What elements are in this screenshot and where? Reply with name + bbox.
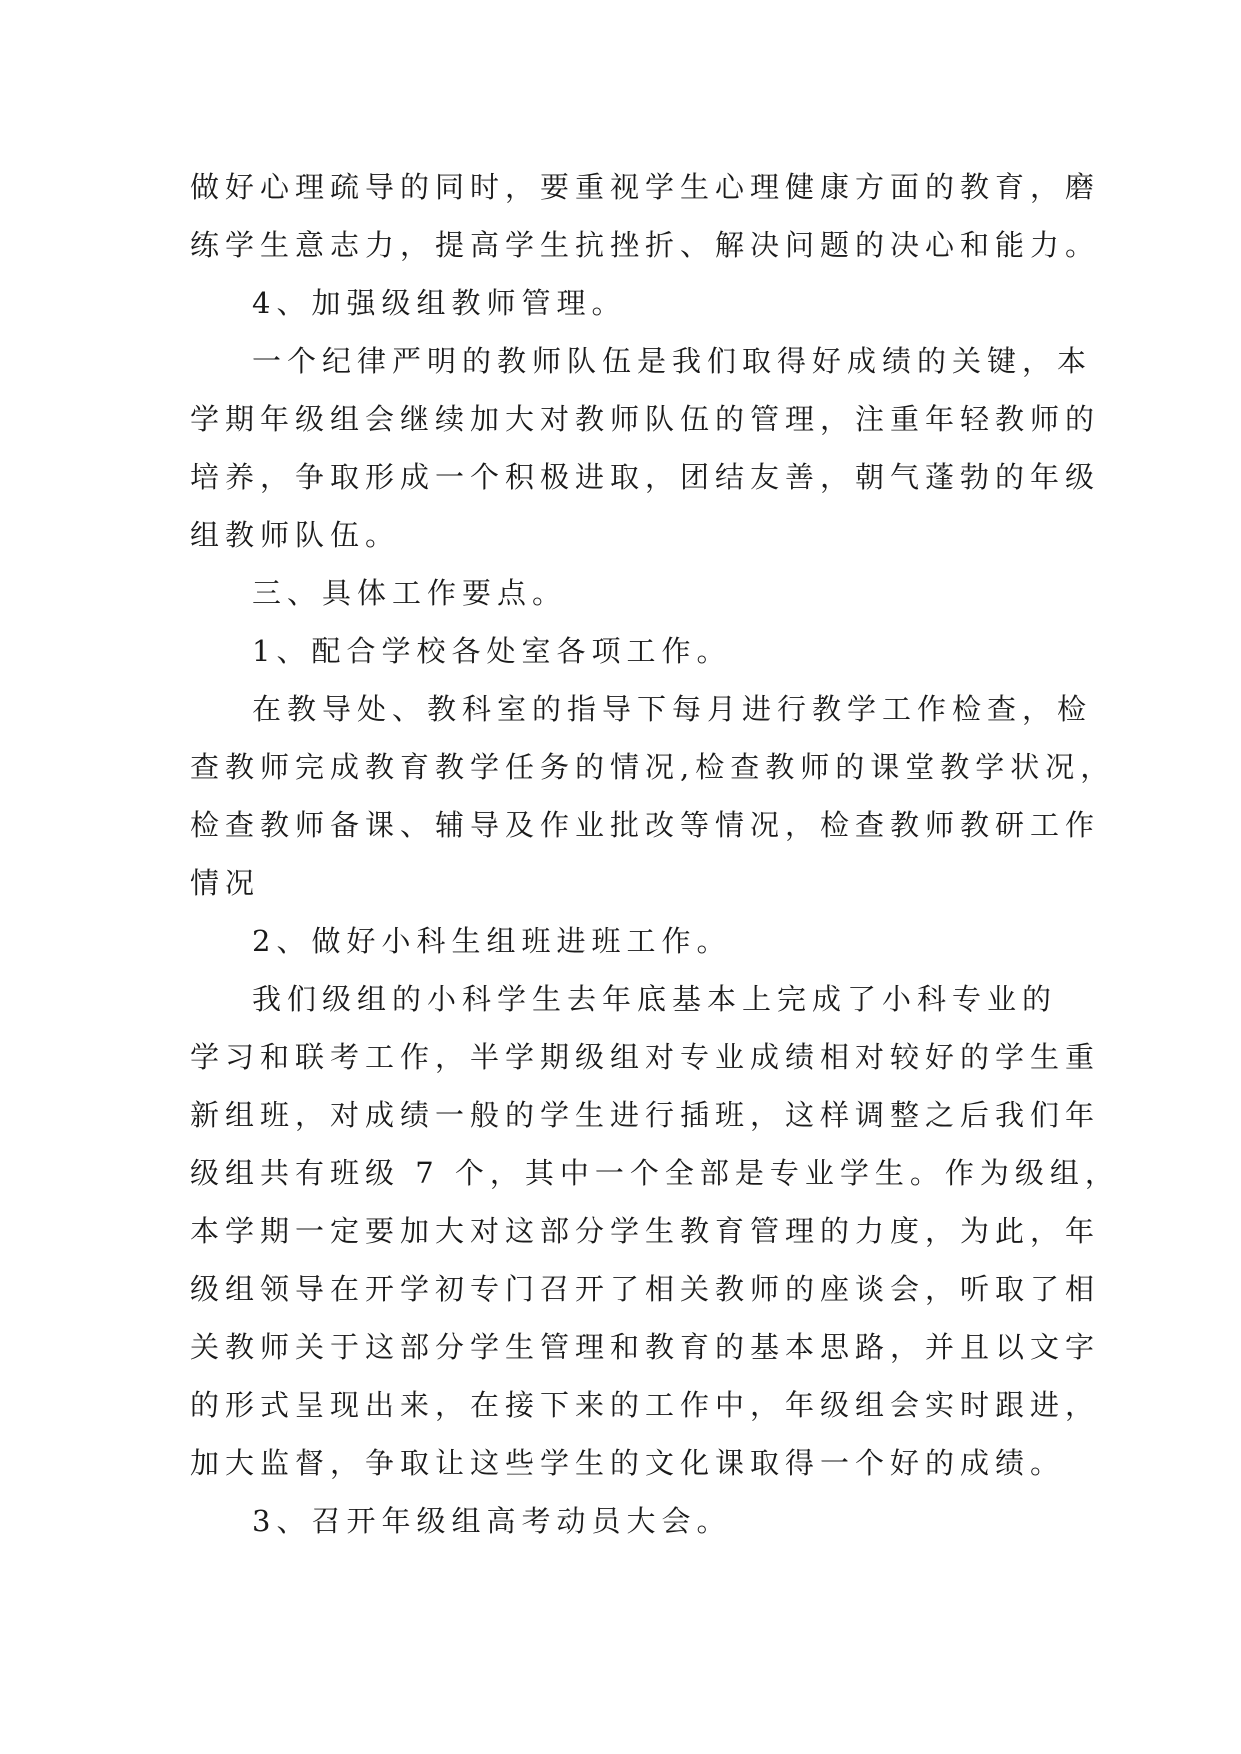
- section-heading: 1、配合学校各处室各项工作。: [252, 634, 732, 668]
- section-heading: 三、具体工作要点。: [252, 576, 568, 610]
- section-heading: 3、召开年级组高考动员大会。: [252, 1504, 732, 1538]
- text-line: 的形式呈现出来，在接下来的工作中，年级组会实时跟进，: [190, 1388, 1101, 1422]
- text-line: 本学期一定要加大对这部分学生教育管理的力度，为此，年: [190, 1214, 1101, 1248]
- text-line: 学期年级组会继续加大对教师队伍的管理，注重年轻教师的: [190, 402, 1101, 436]
- text-line: 检查教师备课、辅导及作业批改等情况，检查教师教研工作: [190, 808, 1101, 842]
- section-heading: 4、加强级组教师管理。: [252, 286, 627, 320]
- text-line: 加大监督，争取让这些学生的文化课取得一个好的成绩。: [190, 1446, 1066, 1480]
- text-line: 学习和联考工作，半学期级组对专业成绩相对较好的学生重: [190, 1040, 1101, 1074]
- text-line: 情况: [190, 866, 261, 900]
- text-line: 级组共有班级 7 个，其中一个全部是专业学生。作为级组，: [190, 1156, 1120, 1190]
- document-body: [190, 158, 1120, 1550]
- paragraph-start: 我们级组的小科学生去年底基本上完成了小科专业的: [252, 982, 1058, 1016]
- text-line: 关教师关于这部分学生管理和教育的基本思路，并且以文字: [190, 1330, 1101, 1364]
- text-line: 查教师完成教育教学任务的情况,检查教师的课堂教学状况，: [190, 750, 1116, 784]
- text-line: 组教师队伍。: [190, 518, 401, 552]
- paragraph-start: 在教导处、教科室的指导下每月进行教学工作检查，检: [252, 692, 1093, 726]
- section-heading: 2、做好小科生组班进班工作。: [252, 924, 732, 958]
- text-line: 做好心理疏导的同时，要重视学生心理健康方面的教育，磨: [190, 170, 1101, 204]
- paragraph-start: 一个纪律严明的教师队伍是我们取得好成绩的关键，本: [252, 344, 1093, 378]
- text-line: 练学生意志力，提高学生抗挫折、解决问题的决心和能力。: [190, 228, 1101, 262]
- text-line: 新组班，对成绩一般的学生进行插班，这样调整之后我们年: [190, 1098, 1101, 1132]
- text-line: 培养，争取形成一个积极进取，团结友善，朝气蓬勃的年级: [190, 460, 1101, 494]
- text-line: 级组领导在开学初专门召开了相关教师的座谈会，听取了相: [190, 1272, 1101, 1306]
